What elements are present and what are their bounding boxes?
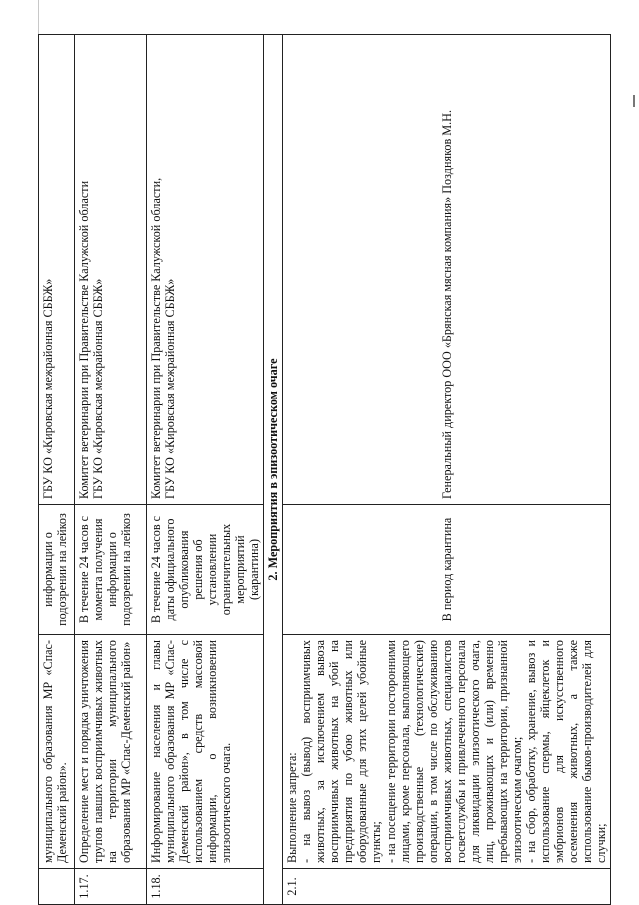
scan-mark [633,95,635,107]
responsible-line: Комитет ветеринарии при Правительстве Калужской области, [149,177,163,499]
table-row [75,35,147,905]
row-number [39,869,75,905]
responsible-line: Генеральный директор ООО «Брянская мясная компания» Поздняков М.Н. [439,109,454,499]
term-cell: В течение 24 часов с даты официального опубликования решения об установлении ограничительных мероприятий (карантина) [147,505,264,635]
term-cell: В течение 24 часов с момента получения информации о подозрении на лейкоз [75,505,147,635]
table-row [39,35,75,905]
responsible-cell [75,35,147,505]
row-number: 1.17. [75,869,147,905]
responsible-line: Комитет ветеринарии при Правительстве Калужской области [77,180,91,499]
plan-table [38,34,611,905]
table-row [147,35,264,905]
responsible-line: ГБУ КО «Кировская межрайонная СББЖ» [91,278,106,499]
action-line: Выполнение запрета: [285,752,300,863]
row-number: 2.1. [283,869,611,905]
responsible-cell [147,35,264,505]
table-row [283,35,611,905]
action-cell: Определение мест и порядка уничтожения трупов павших восприимчивых животных на территории муниципального образования МР «Спас-Деменский район» [75,635,147,869]
section-title: 2. Мероприятия в эпизоотическом очаге [264,35,283,905]
responsible-line: ГБУ КО «Кировская межрайонная СББЖ» [163,278,178,499]
section-header-row [264,35,283,905]
term-cell: В период карантина [283,505,611,635]
action-line: - на вывоз (вывод) восприимчивых животных, за исключением вывоза восприимчивых животных на убой на предприятия по убою животных или оборудованные для этих целей убойные пункты; [299,640,384,863]
rotated-page [38,35,608,905]
responsible-cell [283,35,611,505]
action-line: - на посещение территории посторонними лицами, кроме персонала, выполняющего производственные (технологические) операции, в том числе по обслуживанию восприимчивых животных, специалистов госветслужбы и привлеченного персонала для ликвидации эпизоотического очага, лиц, проживающих и (или) временно пребывающих на территории, признанной эпизоотическим очагом; [383,640,524,863]
action-line: - на сбор, обработку, хранение, вывоз и использование спермы, яйцеклеток и эмбрионов для искусственного осеменения животных, а также использование быков-производителей для случки; [523,640,608,863]
action-cell: Информирование населения и главы муниципального образования МР «Спас-Деменский район», в том числе с использованием средств массовой информации, о возникновении эпизоотического очага. [147,635,264,869]
term-cell: информации о подозрении на лейкоз [39,505,75,635]
action-cell [283,635,611,869]
responsible-cell [39,35,75,505]
row-number: 1.18. [147,869,264,905]
action-cell: муниципального образования МР «Спас-Деменский район». [39,635,75,869]
responsible-line: ГБУ КО «Кировская межрайонная СББЖ» [41,278,55,499]
